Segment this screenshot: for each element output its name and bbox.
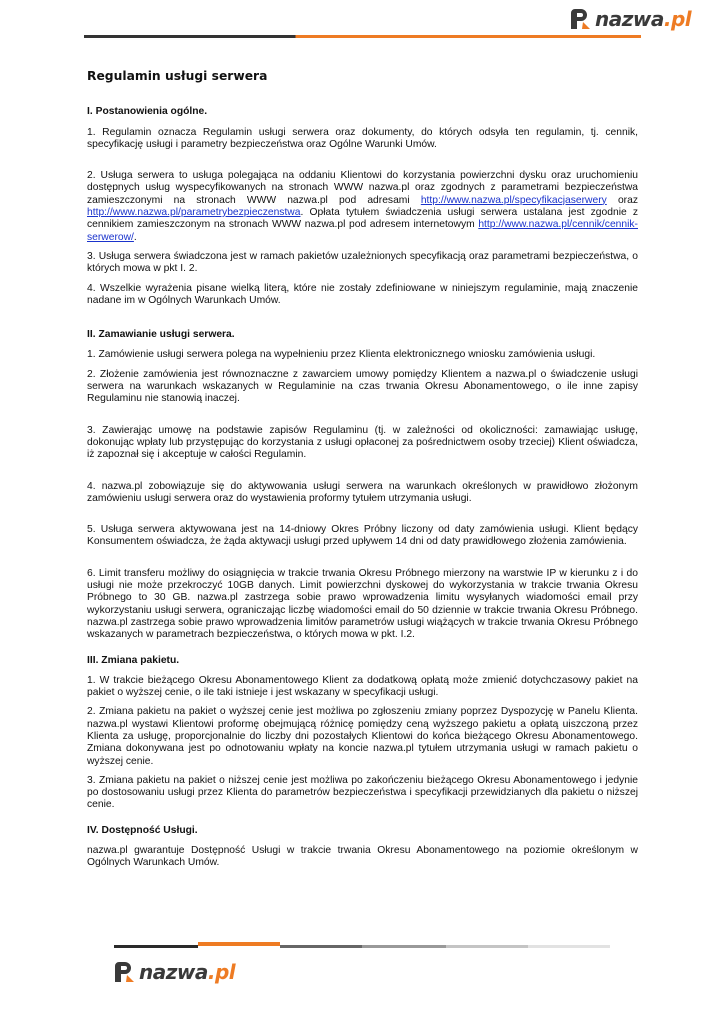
footer-rule-segment <box>362 945 446 948</box>
paragraph: 1. Regulamin oznacza Regulamin usługi serwera oraz dokumenty, do których odsyła ten regulamin, tj. cennik, specyfikację usługi i parametry bezpieczeństwa oraz Ogólne Warunki Umów. <box>87 126 638 150</box>
section-zamawianie <box>87 329 638 641</box>
section-heading: III. Zmiana pakietu. <box>87 654 180 666</box>
paragraph: 3. Zmiana pakietu na pakiet o niższej cenie jest możliwa po zakończeniu bieżącego Okresu Abonamentowego i jedynie po dostosowaniu usługi przez Klienta do parametrów bezpieczeństwa i specyfikacji przewidzianych dla pakietu o niższej cenie. <box>87 774 638 811</box>
brand-name: nazwa.pl <box>139 960 236 984</box>
footer-rule-segment <box>198 942 280 946</box>
header-rule <box>84 35 641 38</box>
nazwa-logo-icon <box>112 960 136 984</box>
paragraph: 2. Złożenie zamówienia jest równoznaczne z zawarciem umowy pomiędzy Klientem a nazwa.pl o świadczenie usługi serwera na warunkach wskazanych w Regulaminie na czas trwania Okresu Abonamentowego, o ile inne zapisy Regulaminu nie stanowią inaczej. <box>87 368 638 405</box>
footer-rule-segment <box>446 945 528 948</box>
paragraph: 4. Wszelkie wyrażenia pisane wielką literą, które nie zostały zdefiniowane w niniejszym regulaminie, mają znaczenie nadane im w Ogólnych Warunkach Umów. <box>87 282 638 306</box>
section-dostepnosc <box>87 825 638 870</box>
paragraph: 3. Usługa serwera świadczona jest w ramach pakietów uzależnionych specyfikacją oraz parametrami bezpieczeństwa, o których mowa w pkt I. 2. <box>87 250 638 275</box>
footer-rule-segment <box>528 945 610 948</box>
link-cennik-serwerow[interactable]: http://www.nazwa.pl/cennik/cennik-serwerow/ <box>87 219 638 243</box>
brand-logo[interactable] <box>568 7 691 31</box>
paragraph: 1. Zamówienie usługi serwera polega na wypełnieniu przez Klienta elektronicznego wniosku zamówienia usługi. <box>87 349 596 361</box>
section-heading: II. Zamawianie usługi serwera. <box>87 329 235 341</box>
paragraph: 6. Limit transferu możliwy do osiągnięcia w trakcie trwania Okresu Próbnego mierzony na warstwie IP w kierunku z i do usługi nie może przekroczyć 10GB danych. Limit powierzchni dyskowej do wykorzystania w trakcie trwania Okresu Próbnego to 30 GB. nazwa.pl zastrzega sobie prawo wprowadzenia limitu wysyłanych wiadomości email przy wykorzystaniu usługi serwera, ograniczając liczbę wiadomości email do 50 dziennie w trakcie trwania Okresu Próbnego. nazwa.pl zastrzega sobie prawo wprowadzenia limitów parametrów usługi wiążących w trakcie trwania Okresu Próbnego wskazanych w parametrach bezpieczeństwa, o których mowa w pkt. I.2. <box>87 567 638 641</box>
section-heading: I. Postanowienia ogólne. <box>87 106 208 118</box>
paragraph: 3. Zawierając umowę na podstawie zapisów Regulaminu (tj. w zależności od okoliczności: zamawiając usługę, dokonując wpłaty lub przystępując do korzystania z usługi opłaconej za pośrednictwem osoby trzeciej) Klient oświadcza, iż zapoznał się i akceptuje w całości Regulamin. <box>87 424 638 461</box>
link-parametry-bezpieczenstwa[interactable]: http://www.nazwa.pl/parametrybezpieczenstwa <box>87 207 301 219</box>
section-postanowienia <box>87 106 638 307</box>
section-heading: IV. Dostępność Usługi. <box>87 824 198 836</box>
paragraph: 2. Zmiana pakietu na pakiet o wyższej cenie jest możliwa po zgłoszeniu zmiany poprzez Dyspozycję w Panelu Klienta. nazwa.pl wystawi Klientowi proformę obejmującą różnicę pomiędzy ceną wyższego pakietu a opłatą uiszczoną przez Klienta za usługę, proporcjonalnie do liczby dni pozostałych Klientowi do końca bieżącego Okresu Abonamentowego. Zmiana dokonywana jest po odnotowaniu wpłaty na koncie nazwa.pl tytułem utrzymania usługi w ramach pakietu o wyższej cenie. <box>87 706 638 767</box>
paragraph: 4. nazwa.pl zobowiązuje się do aktywowania usługi serwera na warunkach określonych w prawidłowo złożonym zamówieniu usługi serwera oraz do wystawienia proformy tytułem utrzymania usługi. <box>87 480 638 504</box>
paragraph: nazwa.pl gwarantuje Dostępność Usługi w trakcie trwania Okresu Abonamentowego na poziomie określonym w Ogólnych Warunkach Umów. <box>87 845 638 869</box>
page-title: Regulamin usługi serwera <box>87 69 268 83</box>
nazwa-logo-icon <box>568 7 592 31</box>
paragraph: 2. Usługa serwera to usługa polegająca na oddaniu Klientowi do korzystania powierzchni dysku oraz uruchomieniu dostępnych usług wyspecyfikowanych na stronach WWW nazwa.pl oraz zgodnych z parametrami bezpieczeństwa zamieszczonymi na stronach WWW nazwa.pl pod adresami http://www.nazwa.pl/specyfikacjaserwery oraz http://www.nazwa.pl/parametrybezpieczenstwa. Opłata tytułem świadczenia usługi serwera ustalana jest zgodnie z cennikiem zamieszczonym na stronach WWW nazwa.pl pod adresem internetowym http://www.nazwa.pl/cennik/cennik-serwerow/. <box>87 170 638 243</box>
footer-rule-segment <box>114 945 198 948</box>
footer-rule-segment <box>280 945 362 948</box>
section-zmiana-pakietu <box>87 655 638 812</box>
document-body <box>87 62 638 883</box>
paragraph: 1. W trakcie bieżącego Okresu Abonamentowego Klient za dodatkową opłatą może zmienić dotychczasowy pakiet na pakiet o wyższej cenie, o ile taki istnieje i jest wskazany w specyfikacji usługi. <box>87 674 638 699</box>
paragraph: 5. Usługa serwera aktywowana jest na 14-dniowy Okres Próbny liczony od daty zamówienia usługi. Klient będący Konsumentem oświadcza, że żąda aktywacji usługi przed upływem 14 dni od daty prawidłowego złożenia zamówienia. <box>87 524 638 548</box>
brand-name: nazwa.pl <box>595 7 692 31</box>
footer-brand-logo[interactable] <box>112 960 235 984</box>
link-specyfikacja[interactable]: http://www.nazwa.pl/specyfikacjaserwery <box>420 194 607 206</box>
